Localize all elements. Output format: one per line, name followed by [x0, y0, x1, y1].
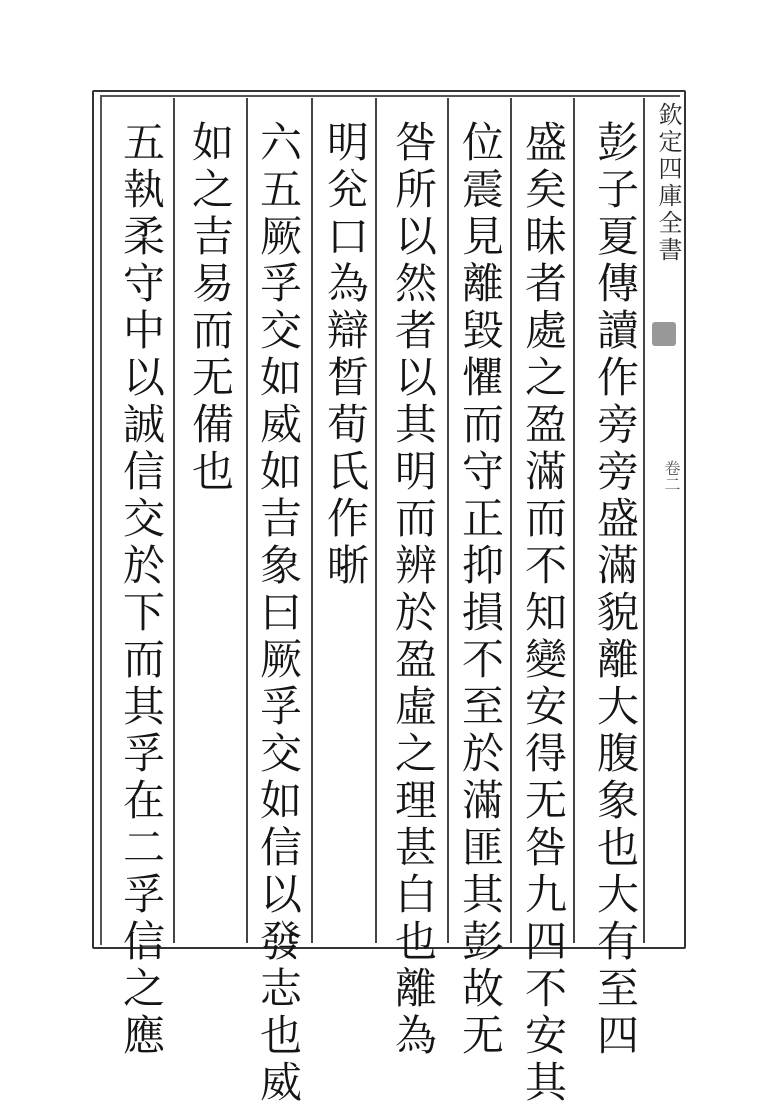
column-rule	[643, 98, 645, 943]
column-rule	[246, 98, 248, 943]
text-column-1: 彭子夏傳讀作旁旁盛滿貌離大腹象也大有至四	[591, 120, 640, 1060]
text-column-2: 盛矣昧者處之盈滿而不知變安得无咎九四不安其	[519, 120, 568, 1107]
column-rule	[311, 98, 313, 943]
column-rule	[447, 98, 449, 943]
column-rule	[573, 98, 575, 943]
text-column-8: 五執柔守中以誠信交於下而其孚在二孚信之應	[117, 120, 166, 1060]
book-title: 欽定四庫全書	[654, 102, 682, 264]
text-column-4: 咎所以然者以其明而辨於盈虛之理甚白也離為	[389, 120, 438, 1060]
column-rule	[510, 98, 512, 943]
text-column-7: 如之吉易而无備也	[186, 120, 235, 496]
ink-mark-icon	[652, 322, 676, 346]
volume-label: 卷二	[662, 460, 681, 492]
text-column-6: 六五厥孚交如威如吉象曰厥孚交如信以發志也威	[254, 120, 303, 1107]
column-rule	[375, 98, 377, 943]
column-rule	[173, 98, 175, 943]
text-column-5: 明兊口為辯晳荀氏作晣	[321, 120, 370, 590]
text-column-3: 位震見離毀懼而守正抑損不至於滿匪其彭故无	[456, 120, 505, 1060]
